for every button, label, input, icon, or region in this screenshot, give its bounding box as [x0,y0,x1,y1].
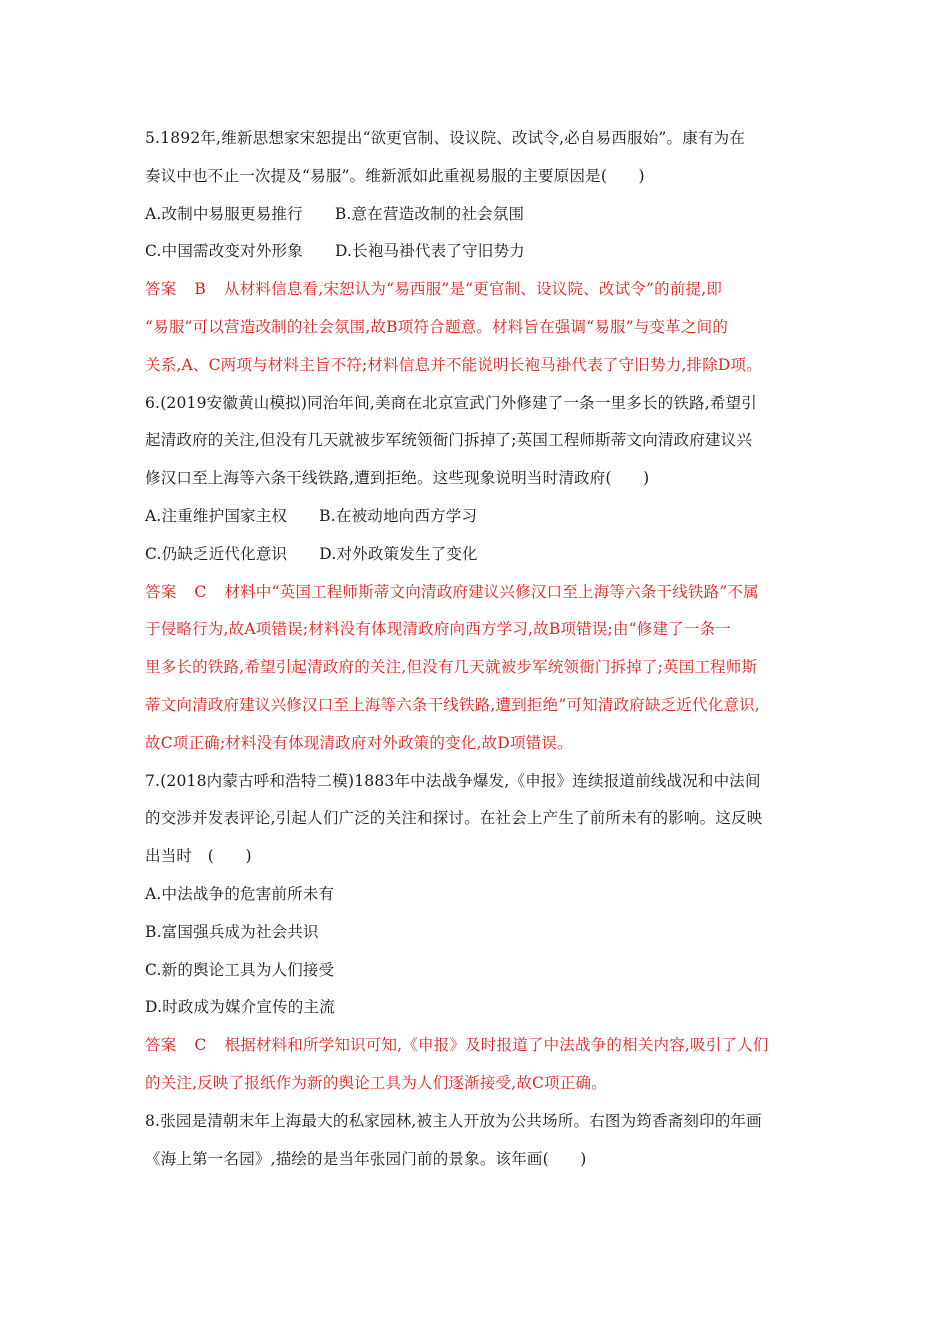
option-b: B.富国强兵成为社会共识 [145,922,319,941]
option-row [145,498,815,536]
question-6 [145,385,815,763]
explanation-text: 根据材料和所学知识可知,《申报》及时报道了中法战争的相关内容,吸引了人们 [224,1036,769,1055]
answer-label: 答案 [145,1036,177,1055]
question-7 [145,763,815,1103]
question-stem-line: 修汉口至上海等六条干线铁路,遭到拒绝。这些现象说明当时清政府( ) [145,469,650,488]
option-a: A.改制中易服更易推行 [145,204,303,223]
option-b: B.意在营造改制的社会氛围 [334,204,525,223]
question-stem-line: 7.(2018内蒙古呼和浩特二模)1883年中法战争爆发,《申报》连续报道前线战况和中法间 [145,771,761,790]
question-stem-line: 5.1892年,维新思想家宋恕提出“欲更官制、设议院、改试令,必自易西服始”。康有为在 [145,129,746,147]
answer-line [145,574,815,612]
answer-label: 答案 [145,582,177,601]
question-stem-line: 起清政府的关注,但没有几天就被步军统领衙门拆掉了;英国工程师斯蒂文向清政府建议兴 [145,431,753,450]
explanation-line: 故C项正确;材料没有体现清政府对外政策的变化,故D项错误。 [145,733,573,752]
option-a: A.中法战争的危害前所未有 [145,884,335,903]
option-d: D.长袍马褂代表了守旧势力 [334,242,525,261]
answer-line [145,1027,815,1065]
document-page [145,120,815,1178]
answer-line [145,271,815,309]
question-stem-line: 的交涉并发表评论,引起人们广泛的关注和探讨。在社会上产生了前所未有的影响。这反映 [145,809,763,828]
explanation-line: 蒂文向清政府建议兴修汉口至上海等六条干线铁路,遭到拒绝”可知清政府缺乏近代化意识, [145,695,760,714]
question-stem-line: 6.(2019安徽黄山模拟)同治年间,美商在北京宣武门外修建了一条一里多长的铁路,希望引 [145,393,757,412]
explanation-line: 里多长的铁路,希望引起清政府的关注,但没有几天就被步军统领衙门拆掉了;英国工程师斯 [145,658,758,677]
question-stem-line: 出当时 ( ) [145,847,252,866]
option-b: B.在被动地向西方学习 [319,506,478,525]
option-a: A.注重维护国家主权 [145,506,288,525]
option-d: D.时政成为媒介宣传的主流 [145,998,335,1017]
option-row [145,536,815,574]
explanation-line: 关系,A、C两项与材料主旨不符;材料信息并不能说明长袍马褂代表了守旧势力,排除D项。 [145,355,762,374]
question-stem-line: 奏议中也不止一次提及“易服”。维新派如此重视易服的主要原因是( ) [145,166,645,185]
question-stem-line: 8.张园是清朝末年上海最大的私家园林,被主人开放为公共场所。右图为筠香斋刻印的年画 [145,1111,762,1130]
explanation-text: 从材料信息看,宋恕认为“易西服”是“更官制、设议院、改试令”的前提,即 [224,280,723,299]
explanation-line: 的关注,反映了报纸作为新的舆论工具为人们逐渐接受,故C项正确。 [145,1073,607,1092]
answer-label: 答案 [145,280,177,299]
question-5 [145,120,815,385]
option-row [145,196,815,234]
explanation-text: 材料中“英国工程师斯蒂文向清政府建议兴修汉口至上海等六条干线铁路”不属 [224,582,759,601]
question-8 [145,1103,815,1179]
explanation-line: “易服”可以营造改制的社会氛围,故B项符合题意。材料旨在强调“易服”与变革之间的 [145,317,729,336]
option-c: C.新的舆论工具为人们接受 [145,960,335,979]
option-c: C.中国需改变对外形象 [145,242,303,261]
answer-letter: C [194,1036,207,1055]
answer-letter: C [194,582,207,601]
answer-letter: B [194,280,206,299]
option-c: C.仍缺乏近代化意识 [145,544,288,563]
question-stem-line: 《海上第一名园》,描绘的是当年张园门前的景象。该年画( ) [145,1149,587,1168]
option-d: D.对外政策发生了变化 [319,544,478,563]
explanation-line: 于侵略行为,故A项错误;材料没有体现清政府向西方学习,故B项错误;由“修建了一条一 [145,620,732,639]
option-row [145,233,815,271]
